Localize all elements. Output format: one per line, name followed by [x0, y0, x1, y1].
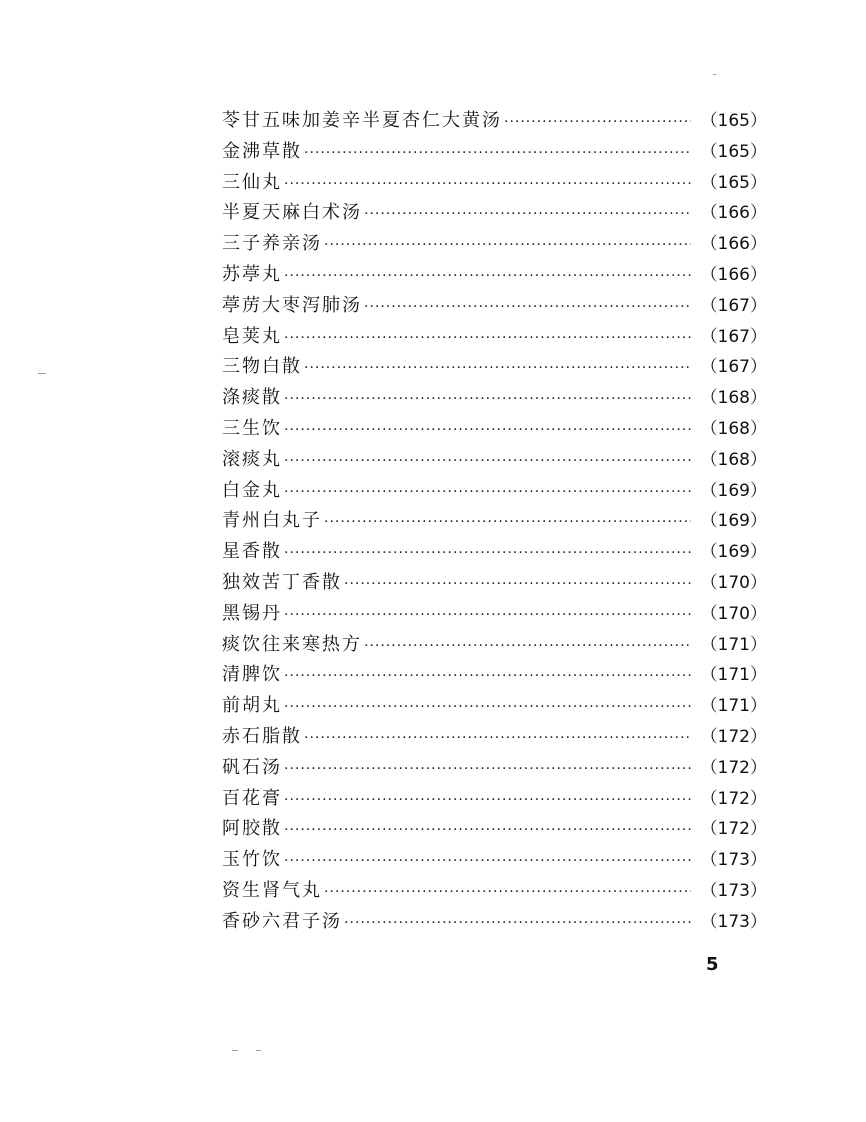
dot-leader [324, 877, 691, 908]
toc-entry [222, 691, 767, 722]
entry-page: （167） [700, 295, 767, 316]
toc-entry [222, 506, 767, 537]
entry-page: （171） [700, 634, 767, 655]
entry-page: （165） [700, 111, 767, 131]
toc-entry [222, 352, 767, 383]
dot-leader [504, 107, 691, 138]
entry-page: （172） [700, 788, 767, 809]
entry-page: （167） [700, 357, 767, 378]
entry-title: 三物白散 [222, 356, 302, 378]
entry-title: 矾石汤 [222, 756, 282, 778]
toc-entry [222, 537, 767, 568]
toc-entry [222, 445, 767, 476]
toc-entry [222, 814, 767, 845]
entry-title: 黑锡丹 [222, 602, 282, 624]
entry-page: （165） [700, 141, 767, 162]
table-of-contents [222, 106, 767, 938]
entry-title: 赤石脂散 [222, 725, 302, 747]
dot-leader [324, 507, 691, 538]
toc-entry [222, 291, 767, 322]
entry-title: 葶苈大枣泻肺汤 [222, 294, 362, 316]
scan-speck [713, 74, 716, 75]
entry-title: 三子养亲汤 [222, 233, 322, 255]
entry-title: 白金丸 [222, 479, 282, 501]
toc-entry [222, 599, 767, 630]
dot-leader [284, 692, 691, 723]
dot-leader [364, 199, 691, 230]
toc-entry [222, 137, 767, 168]
entry-page: （170） [700, 603, 767, 624]
toc-entry [222, 660, 767, 691]
entry-page: （168） [700, 388, 767, 409]
dot-leader [284, 261, 691, 292]
entry-title: 三仙丸 [222, 171, 282, 193]
toc-entry [222, 476, 767, 507]
entry-title: 痰饮往来寒热方 [222, 633, 362, 655]
page-number: 5 [706, 954, 719, 975]
entry-title: 阿胶散 [222, 818, 282, 840]
entry-title: 玉竹饮 [222, 849, 282, 871]
entry-title: 半夏天麻白术汤 [222, 202, 362, 224]
entry-title: 百花膏 [222, 787, 282, 809]
entry-page: （168） [700, 418, 767, 439]
dot-leader [284, 754, 691, 785]
entry-page: （169） [700, 511, 767, 532]
entry-title: 涤痰散 [222, 387, 282, 409]
dot-leader [284, 815, 691, 846]
entry-page: （169） [700, 542, 767, 563]
dot-leader [284, 661, 691, 692]
entry-page: （173） [700, 880, 767, 901]
entry-page: （171） [700, 696, 767, 717]
toc-entry [222, 722, 767, 753]
entry-page: （166） [700, 203, 767, 224]
dot-leader [304, 723, 691, 754]
toc-entry [222, 383, 767, 414]
dot-leader [284, 600, 691, 631]
dot-leader [344, 569, 691, 600]
toc-entry [222, 876, 767, 907]
scan-speck [38, 373, 46, 374]
toc-entry [222, 106, 767, 137]
toc-entry [222, 845, 767, 876]
entry-page: （173） [700, 850, 767, 871]
entry-page: （173） [700, 911, 767, 932]
entry-title: 香砂六君子汤 [222, 910, 342, 932]
dot-leader [304, 353, 691, 384]
entry-page: （166） [700, 264, 767, 285]
toc-entry [222, 414, 767, 445]
dot-leader [284, 323, 691, 354]
entry-title: 皂荚丸 [222, 325, 282, 347]
dot-leader [364, 631, 691, 662]
toc-entry [222, 260, 767, 291]
entry-title: 星香散 [222, 541, 282, 563]
toc-entry [222, 568, 767, 599]
entry-title: 苏葶丸 [222, 263, 282, 285]
entry-page: （166） [700, 234, 767, 255]
entry-title: 资生肾气丸 [222, 879, 322, 901]
entry-title: 金沸草散 [222, 140, 302, 162]
dot-leader [364, 292, 691, 323]
entry-page: （171） [700, 665, 767, 686]
dot-leader [284, 169, 691, 200]
toc-entry [222, 630, 767, 661]
dot-leader [284, 785, 691, 816]
entry-page: （165） [700, 172, 767, 193]
dot-leader [284, 538, 691, 569]
entry-page: （170） [700, 572, 767, 593]
dot-leader [284, 846, 691, 877]
entry-title: 滚痰丸 [222, 448, 282, 470]
dot-leader [284, 384, 691, 415]
toc-entry [222, 322, 767, 353]
entry-page: （167） [700, 326, 767, 347]
entry-page: （168） [700, 449, 767, 470]
entry-page: （172） [700, 757, 767, 778]
entry-title: 独效苦丁香散 [222, 571, 342, 593]
dot-leader [284, 446, 691, 477]
toc-entry [222, 784, 767, 815]
toc-entry [222, 907, 767, 938]
dot-leader [304, 138, 691, 169]
entry-title: 清脾饮 [222, 664, 282, 686]
scan-speck [232, 1050, 238, 1051]
dot-leader [344, 908, 691, 939]
entry-page: （172） [700, 726, 767, 747]
toc-entry [222, 168, 767, 199]
toc-entry [222, 753, 767, 784]
dot-leader [284, 415, 691, 446]
toc-entry [222, 198, 767, 229]
entry-page: （172） [700, 819, 767, 840]
entry-title: 前胡丸 [222, 695, 282, 717]
entry-page: （169） [700, 480, 767, 501]
entry-title: 苓甘五味加姜辛半夏杏仁大黄汤 [222, 110, 502, 131]
entry-title: 三生饮 [222, 417, 282, 439]
scan-speck [256, 1050, 261, 1051]
entry-title: 青州白丸子 [222, 510, 322, 532]
dot-leader [324, 230, 691, 261]
dot-leader [284, 477, 691, 508]
toc-entry [222, 229, 767, 260]
